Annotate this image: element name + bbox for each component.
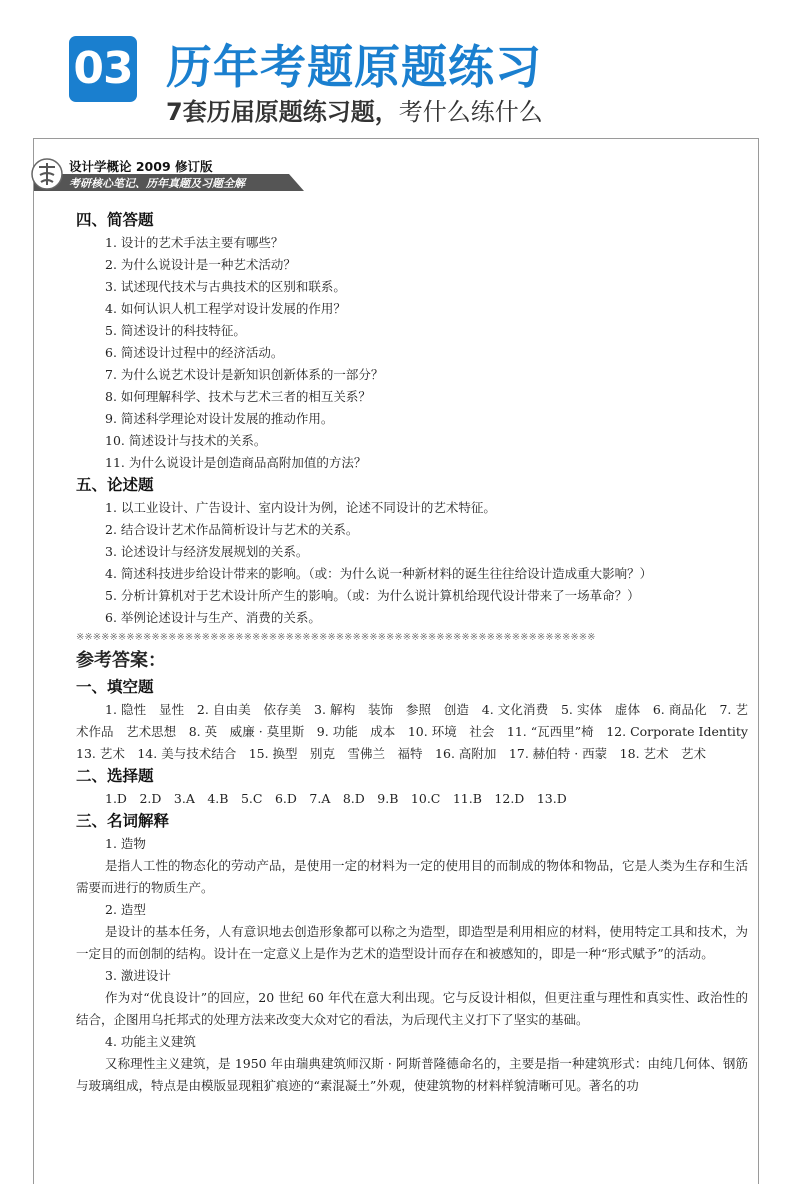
terms-list (76, 833, 748, 1097)
multiple-choice-answers: 1.D 2.D 3.A 4.B 5.C 6.D 7.A 8.D 9.B 10.C 11.B 12.D 13.D (105, 791, 567, 806)
question-item: 6. 简述设计过程中的经济活动。 (105, 345, 284, 360)
question-item: 1. 设计的艺术手法主要有哪些？ (105, 235, 284, 250)
term-name: 2. 造型 (105, 902, 146, 917)
section-banner (0, 0, 790, 137)
question-item: 5. 简述设计的科技特征。 (105, 323, 246, 338)
question-item: 3. 论述设计与经济发展规划的关系。 (105, 544, 309, 559)
term-name: 1. 造物 (105, 836, 146, 851)
essay-list (76, 497, 748, 629)
answers-title: 参考答案： (76, 650, 166, 671)
heading-multiple-choice: 二、选择题 (76, 766, 154, 785)
question-item: 3. 试述现代技术与古典技术的区别和联系。 (105, 279, 346, 294)
heading-fill-blank: 一、填空题 (76, 677, 154, 696)
heading-essay: 五、论述题 (76, 475, 154, 494)
fill-blank-answers: 1. 隐性 显性 2. 自由美 依存美 3. 解构 装饰 参照 创造 4. 文化消费 5. 实体 虚体 6. 商品化 7. 艺术作品 艺术思想 8. 英 威廉 · 莫里斯 9. 功能 成本 10. 环境 社会 11. “瓦西里”椅 12. Corporate Identity 13. 艺术 14. 美与技术结合 15. 换型 别克 雪佛兰 福特 16. 高附加 17. 赫伯特 · 西蒙 18. 艺术 艺术 (76, 702, 761, 761)
question-item: 11. 为什么说设计是创造商品高附加值的方法？ (105, 455, 367, 470)
decorative-divider: ※※※※※※※※※※※※※※※※※※※※※※※※※※※※※※※※※※※※※※※※※※※※※※※※※※※※※※※※※※※※※※ (76, 632, 596, 643)
heading-terms: 三、名词解释 (76, 811, 170, 830)
page-content (76, 209, 761, 1097)
section-subtitle (166, 92, 543, 127)
subtitle-strong: 7套历届原题练习题， (166, 98, 399, 126)
question-item: 7. 为什么说艺术设计是新知识创新体系的一部分？ (105, 367, 384, 382)
book-page (33, 138, 759, 1184)
question-item: 2. 结合设计艺术作品简析设计与艺术的关系。 (105, 522, 359, 537)
term-definition: 是指人工性的物态化的劳动产品，是使用一定的材料为一定的使用目的而制成的物体和物品，它是人类为生存和生活需要而进行的物质生产。 (76, 858, 748, 895)
term-definition: 又称理性主义建筑，是 1950 年由瑞典建筑师汉斯 · 阿斯普隆德命名的，主要是指一种建筑形式：由纯几何体、钢筋与玻璃组成，特点是由模版显现粗犷痕迹的“素混凝土”外观，使建筑物的材料样貌清晰可见。著名的功 (76, 1056, 748, 1093)
question-item: 6. 举例论述设计与生产、消费的关系。 (105, 610, 321, 625)
heading-short-answer: 四、简答题 (76, 210, 154, 229)
question-item: 9. 简述科学理论对设计发展的推动作用。 (105, 411, 334, 426)
term-name: 3. 激进设计 (105, 968, 171, 983)
question-item: 2. 为什么说设计是一种艺术活动？ (105, 257, 296, 272)
question-item: 1. 以工业设计、广告设计、室内设计为例，论述不同设计的艺术特征。 (105, 500, 496, 515)
question-item: 4. 简述科技进步给设计带来的影响。（或：为什么说一种新材料的诞生往往给设计造成重大影响？） (105, 566, 653, 581)
section-number-badge: 03 (69, 36, 137, 102)
book-slogan: 考研核心笔记、历年真题及习题全解 (69, 177, 245, 190)
book-running-header (34, 153, 304, 193)
book-logo-icon (30, 157, 64, 191)
subtitle-rest: 考什么练什么 (398, 98, 543, 126)
question-item: 4. 如何认识人机工程学对设计发展的作用？ (105, 301, 346, 316)
question-item: 10. 简述设计与技术的关系。 (105, 433, 267, 448)
question-item: 8. 如何理解科学、技术与艺术三者的相互关系？ (105, 389, 371, 404)
section-title: 历年考题原题练习 (166, 40, 542, 94)
term-name: 4. 功能主义建筑 (105, 1034, 196, 1049)
term-definition: 是设计的基本任务，人有意识地去创造形象都可以称之为造型，即造型是利用相应的材料，使用特定工具和技术，为一定目的而创制的结构。设计在一定意义上是作为艺术的造型设计而存在和被感知的，即是一种“形式赋予”的活动。 (76, 924, 748, 961)
book-title: 设计学概论 2009 修订版 (69, 159, 213, 174)
term-definition: 作为对“优良设计”的回应，20 世纪 60 年代在意大利出现。它与反设计相似，但更注重与理性和真实性、政治性的结合，企图用乌托邦式的处理方法来改变大众对它的看法，为后现代主义打下了坚实的基础。 (76, 990, 748, 1027)
question-item: 5. 分析计算机对于艺术设计所产生的影响。（或：为什么说计算机给现代设计带来了一场革命？） (105, 588, 640, 603)
short-answer-list (76, 232, 748, 474)
